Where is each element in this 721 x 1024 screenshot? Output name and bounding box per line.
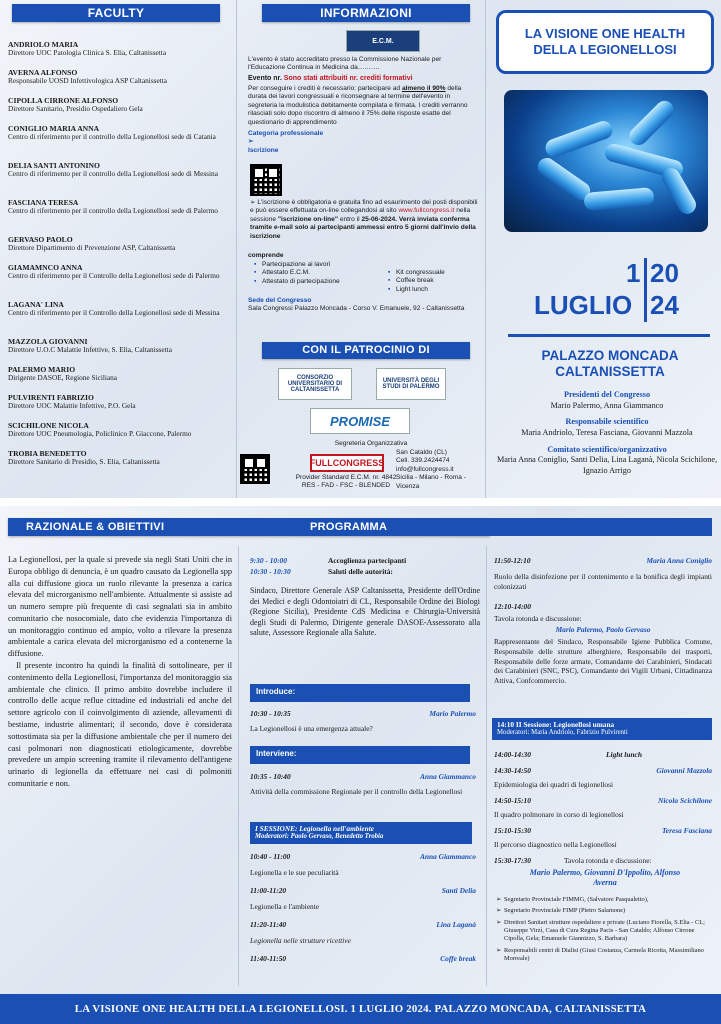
provider-block: Provider Standard E.C.M. nr. 4842 RES - FAD - FSC - BLENDED (295, 474, 397, 490)
participant-item: ➢ Direttori Sanitari strutture ospedaliere e private (Luciano Fiorella, S.Elia - CL; Giuseppe Virzì, Casa di Cura Regina Pacis - San Cataldo; Alfonso Cirrone Cipolla, Gela; Emanuele Giannizzo, S. Barbara) (496, 918, 705, 943)
roundtable-text: Rappresentante del Sindaco, Responsabile Igiene Pubblica Comune, Responsabile delle strutture alberghiere, Responsabile dei trasporti, Responsabile delle forze armate, Comandante dei Carabinieri, Sindacati dei Carabinieri (SNC, PSC), Comandante dei Vigili Urbani, Cittadinanza Attiva, Confcommercio. (494, 637, 712, 686)
email-link[interactable]: info@fullcongress.it (396, 465, 454, 473)
session-2-bar: 14:10 II Sessione: Legionellosi umana Moderatori: Maria Andriolo, Fabrizio Pulvirenti (492, 718, 712, 740)
talk-title: Ruolo della disinfezione per il contenimento e la bonifica degli impianti colonizzati (494, 572, 712, 591)
faculty-header: FACULTY (12, 4, 220, 22)
event-date: 1 LUGLIO 20 24 (534, 258, 679, 320)
website-link[interactable]: www.fullcongress.it (398, 207, 455, 215)
roundtable-participants (496, 896, 712, 966)
time: 10:40 - 11:00 (250, 852, 291, 861)
unipa-logo: UNIVERSITÀ DEGLI STUDI DI PALERMO (376, 368, 446, 400)
agenda-label: Accoglienza partecipanti (328, 556, 407, 565)
fullcongress-logo: FULLCONGRESS (310, 454, 384, 472)
cover-title: LA VISIONE ONE HEALTH DELLA LEGIONELLOSI (496, 10, 714, 74)
ecm-logo: E.C.M. (346, 30, 420, 52)
committees (496, 390, 718, 477)
faculty-member: FASCIANA TERESA Centro di riferimento per il controllo della Legionellosi sede di Palermo (8, 198, 218, 216)
comprende-item: ▪ Attestato E.C.M. (254, 269, 374, 277)
speaker: Teresa Fasciana (661, 826, 712, 835)
talk-title: Legionella e le sue peculiarità (250, 868, 339, 877)
evento-credits: Sono stati attribuiti nr. crediti formativi (283, 74, 413, 82)
consorzio-logo: CONSORZIO UNIVERSITARIO DI CALTANISSETTA (278, 368, 352, 400)
agenda-label: Saluti delle autorità: (328, 567, 393, 576)
speaker: Lina Laganà (436, 920, 476, 929)
time: 11:40-11:50 (250, 954, 287, 963)
razionale-header: RAZIONALE & OBIETTIVI (26, 521, 165, 533)
faculty-member: PULVIRENTI FABRIZIO Direttore UOC Malattie Infettive, P.O. Gela (8, 393, 136, 411)
footer-banner: LA VISIONE ONE HEALTH DELLA LEGIONELLOSI. 1 LUGLIO 2024. PALAZZO MONCADA, CALTANISSETTA (0, 994, 721, 1024)
column-divider (485, 0, 486, 498)
iscrizione-label: Iscrizione (248, 146, 279, 154)
category-label: Categoria professionale (248, 130, 324, 138)
roundtable-speakers: Mario Palermo, Giovanni D'Ippolito, Alfonso Averna (529, 868, 681, 888)
credits-text: Per conseguire i crediti è necessario: partecipare ad almeno il 90% della durata dei lavori congressuali e riconsegnare al termine dell'evento in segreteria la modulistica debitamente compilata e firmata. I crediti verranno rilasciati solo dopo riscontro di almeno il 75% delle risposte esatte del questionario di apprendimento (248, 84, 468, 126)
faculty-member: DELIA SANTI ANTONINO Centro di riferimento per il controllo della Legionellosi sede di Messina (8, 161, 218, 179)
razionale-text: La Legionellosi, per la quale si prevede sia negli Stati Uniti che in Europa obbligo di denuncia, è un quadro causato da Legionella spp alla cui diffusione gioca un ruolo rilevante la presenza a carica elevata del microrganismo nell'ambiente. Attualmente si assiste ad un numero sempre più frequente di casi segnalati sia in ambito comunitario che nosocomiale, dato che evidenzia l'importanza di un monitoraggio continuo ed ampio, volto a rilevare la presenza ambientale a carica elevata del microrganismo ed a contenerne la diffusione. Il presente incontro ha quindi la finalità di sottolineare, per il contenimento della Legionellosi, l'importanza del monitoraggio sia ambientale che clinico. Il primo ambito dovrebbe includere il controllo delle acque reflue cittadine ed industriali ed anche del settore agricolo con il coinvolgimento di aziende, allevamenti di bestiame, industrie alimentari; il secondo, dove è considerata sottostimata sia per la diffusione ambientale che per il numero dei casi polmonari non diagnosticati etiologicamente, dovrebbe prevedere un ampio screening tramite il rilevamento dell'antigene urinario di legionella da effettuare nei casi di polmoniti comunitarie e non. (8, 555, 232, 788)
faculty-member: GIAMAMNCO ANNA Centro di riferimento per il Controllo della Legionellosi sede di Palermo (8, 263, 220, 281)
time: 12:10-14:00 (494, 602, 531, 611)
faculty-member: CONIGLIO MARIA ANNA Centro di riferimento per il controllo della Legionellosi sede di Catania (8, 124, 216, 142)
time: 11:20-11:40 (250, 920, 287, 929)
qr-code-icon[interactable] (250, 164, 282, 196)
comprende-item: ▪ Partecipazione ai lavori (254, 261, 374, 269)
speaker: Anna Giammanco (419, 772, 476, 781)
introduce-bar: Introduce: (250, 684, 470, 702)
comprende-block (248, 252, 478, 293)
speaker: Coffe break (440, 954, 476, 963)
info-header: INFORMAZIONI (262, 4, 470, 22)
time: 15:10-15:30 (494, 826, 531, 835)
header-bar-ext (490, 518, 712, 536)
column-divider (238, 546, 239, 986)
time: 15:30-17:30 (494, 856, 531, 865)
comprende-item: ▪ Attestato di partecipazione (254, 278, 374, 286)
qr-code-icon[interactable] (240, 454, 270, 484)
faculty-member: SCICHILONE NICOLA Direttore UOC Pneumologia, Policlinico P. Giaccone, Palermo (8, 421, 192, 439)
talk-title: Il percorso diagnostico nella Legionellosi (494, 840, 617, 849)
talk-title: Epidemiologia dei quadri di legionellosi (494, 780, 614, 789)
column-divider (236, 0, 237, 498)
sede-text: Sala Congressi Palazzo Moncada - Corso V. Emanuele, 92 - Caltanissetta (248, 305, 465, 313)
saluti-text: Sindaco, Direttore Generale ASP Caltanissetta, Presidente dell'Ordine dei Medici e degli Odontoiatri di CL, Responsabile Ordine dei Biologi (Regione Sicilia), Presidente CdS Medicina e Chirurgia-Università degli Studi di Palermo, Dirigente generale DASOE-Assessorato alla salute, Assessore Regionale alla Salute. (250, 586, 480, 638)
bacteria-image (504, 90, 708, 232)
speaker: Giovanni Mazzola (656, 766, 712, 775)
talk-title: Legionella nelle strutture ricettive (250, 936, 351, 945)
promise-logo: PROMISE (310, 408, 410, 434)
time: 10:30 - 10:30 (250, 567, 291, 576)
faculty-member: PALERMO MARIO Dirigente DASOE, Regione Siciliana (8, 365, 118, 383)
resp: Maria Andriolo, Teresa Fasciana, Giovanni Mazzola (521, 427, 693, 437)
sede-label: Sede del Congresso (248, 297, 312, 304)
time: 14:00-14:30 (494, 750, 531, 759)
comitato: Maria Anna Coniglio, Santi Delia, Lina Laganà, Nicola Scichilone, Ignazio Arrigo (496, 455, 718, 475)
outer-panel (0, 0, 721, 498)
time: 10:35 - 10:40 (250, 772, 291, 781)
talk-title: Legionella e l'ambiente (250, 902, 320, 911)
session-1-bar: I SESSIONE: Legionella nell'ambiente Moderatori: Paolo Gervaso, Benedetto Trobia (250, 822, 472, 844)
patrocinio-header: CON IL PATROCINIO DI (262, 342, 470, 359)
evento-label: Evento nr. (248, 74, 282, 82)
segreteria-label: Segreteria Organizzativa (334, 440, 408, 447)
info-body (248, 56, 478, 155)
comprende-right-list (388, 269, 478, 294)
time: 10:30 - 10:35 (250, 709, 291, 718)
time: 14:30-14:50 (494, 766, 531, 775)
speaker: Anna Giammanco (419, 852, 476, 861)
roundtable-speakers: Mario Palermo, Paolo Gervaso (555, 625, 651, 634)
comprende-left-list (254, 261, 374, 286)
comprende-item: ▪ Coffee break (388, 277, 478, 285)
talk-title: Il quadro polmonare in corso di legionellosi (494, 810, 624, 819)
participant-item: ➢ Segretario Provinciale FIMP (Pietro Salamone) (496, 907, 626, 915)
inner-panel (0, 506, 721, 1024)
faculty-member: GERVASO PAOLO Direttore Dipartimento di Prevenzione ASP, Caltanissetta (8, 235, 176, 253)
resp-label: Responsabile scientifico (565, 417, 649, 427)
bottom-header-bar (8, 518, 490, 536)
segreteria-contacts: San Cataldo (CL) Cell. 339.2424474 info@fullcongress.it Sicilia - Milano - Roma - Vicenza (396, 449, 480, 491)
sede-block (248, 297, 478, 314)
participant-item: ➢ Segretario Provinciale FIMMG, (Salvatore Pasqualetto), (496, 896, 649, 903)
time: 9:30 - 10:00 (250, 556, 287, 565)
faculty-member: MAZZOLA GIOVANNI Direttore U.O.C Malattie Infettive, S. Elia, Caltanissetta (8, 337, 172, 355)
time: 11:00-11:20 (250, 886, 287, 895)
presidenti: Mario Palermo, Anna Giammanco (550, 400, 664, 410)
speaker: Light lunch (606, 750, 642, 759)
speaker: Santi Delia (441, 886, 476, 895)
speaker: Maria Anna Coniglio (646, 556, 712, 565)
column-divider (486, 546, 487, 986)
cover-rule (508, 334, 710, 337)
time: 14:50-15:10 (494, 796, 531, 805)
speaker: Nicola Scichilone (658, 796, 712, 805)
interviene-bar: Interviene: (250, 746, 470, 764)
faculty-member: LAGANA' LINA Centro di riferimento per il Controllo della Legionellosi sede di Messina (8, 300, 220, 318)
iscrizione-text: ➢ L'iscrizione è obbligatoria e gratuita fino ad esaurimento dei posti disponibili e può essere effettuata on-line collegandosi al sito www.fullcongress.it nella sessione "iscrizione on-line" entro il 25-06-2024. Verrà inviata conferma tramite e-mail solo ai partecipanti ammessi entro 5 giorni dall'invio della iscrizione (250, 199, 478, 240)
category-bullet: ➢ (248, 138, 254, 146)
comprende-label: comprende (248, 252, 284, 259)
speaker: Mario Palermo (429, 709, 476, 718)
talk-title: La Legionellosi è una emergenza attuale? (250, 724, 373, 733)
roundtable-label: Tavola rotonda e discussione: (564, 856, 652, 865)
faculty-member: ANDRIOLO MARIA Direttore UOC Patologia Clinica S. Elia, Caltanissetta (8, 40, 167, 58)
venue: PALAZZO MONCADA CALTANISSETTA (541, 348, 679, 380)
faculty-member: AVERNA ALFONSO Responsabile UOSD Infettivologica ASP Caltanissetta (8, 68, 168, 86)
talk-title: Attività della commissione Regionale per il controllo della Legionellosi (250, 787, 463, 796)
programma-header: PROGRAMMA (310, 521, 388, 533)
participant-item: ➢ Responsabili centri di Dialisi (Giusi Costanza, Carmela Ricotta, Massimiliano Morreale) (496, 946, 704, 962)
comitato-label: Comitato scientifico/organizzativo (547, 444, 667, 454)
comprende-item: ▪ Kit congressuale (388, 269, 478, 277)
comprende-item: ▪ Light lunch (388, 286, 478, 294)
roundtable-label: Tavola rotonda e discussione: (494, 614, 582, 623)
presidenti-label: Presidenti del Congresso (563, 390, 651, 399)
faculty-member: CIPOLLA CIRRONE ALFONSO Direttore Sanitario, Presidio Ospedaliero Gela (8, 96, 143, 114)
time: 11:50-12:10 (494, 556, 531, 565)
page-gap (0, 498, 721, 506)
faculty-member: TROBIA BENEDETTO Direttore Sanitario di Presidio, S. Elia, Caltanissetta (8, 449, 160, 467)
accredited-text: L'evento è stato accreditato presso la Commissione Nazionale per l'Educazione Continua in Medicina da………. (248, 56, 442, 72)
